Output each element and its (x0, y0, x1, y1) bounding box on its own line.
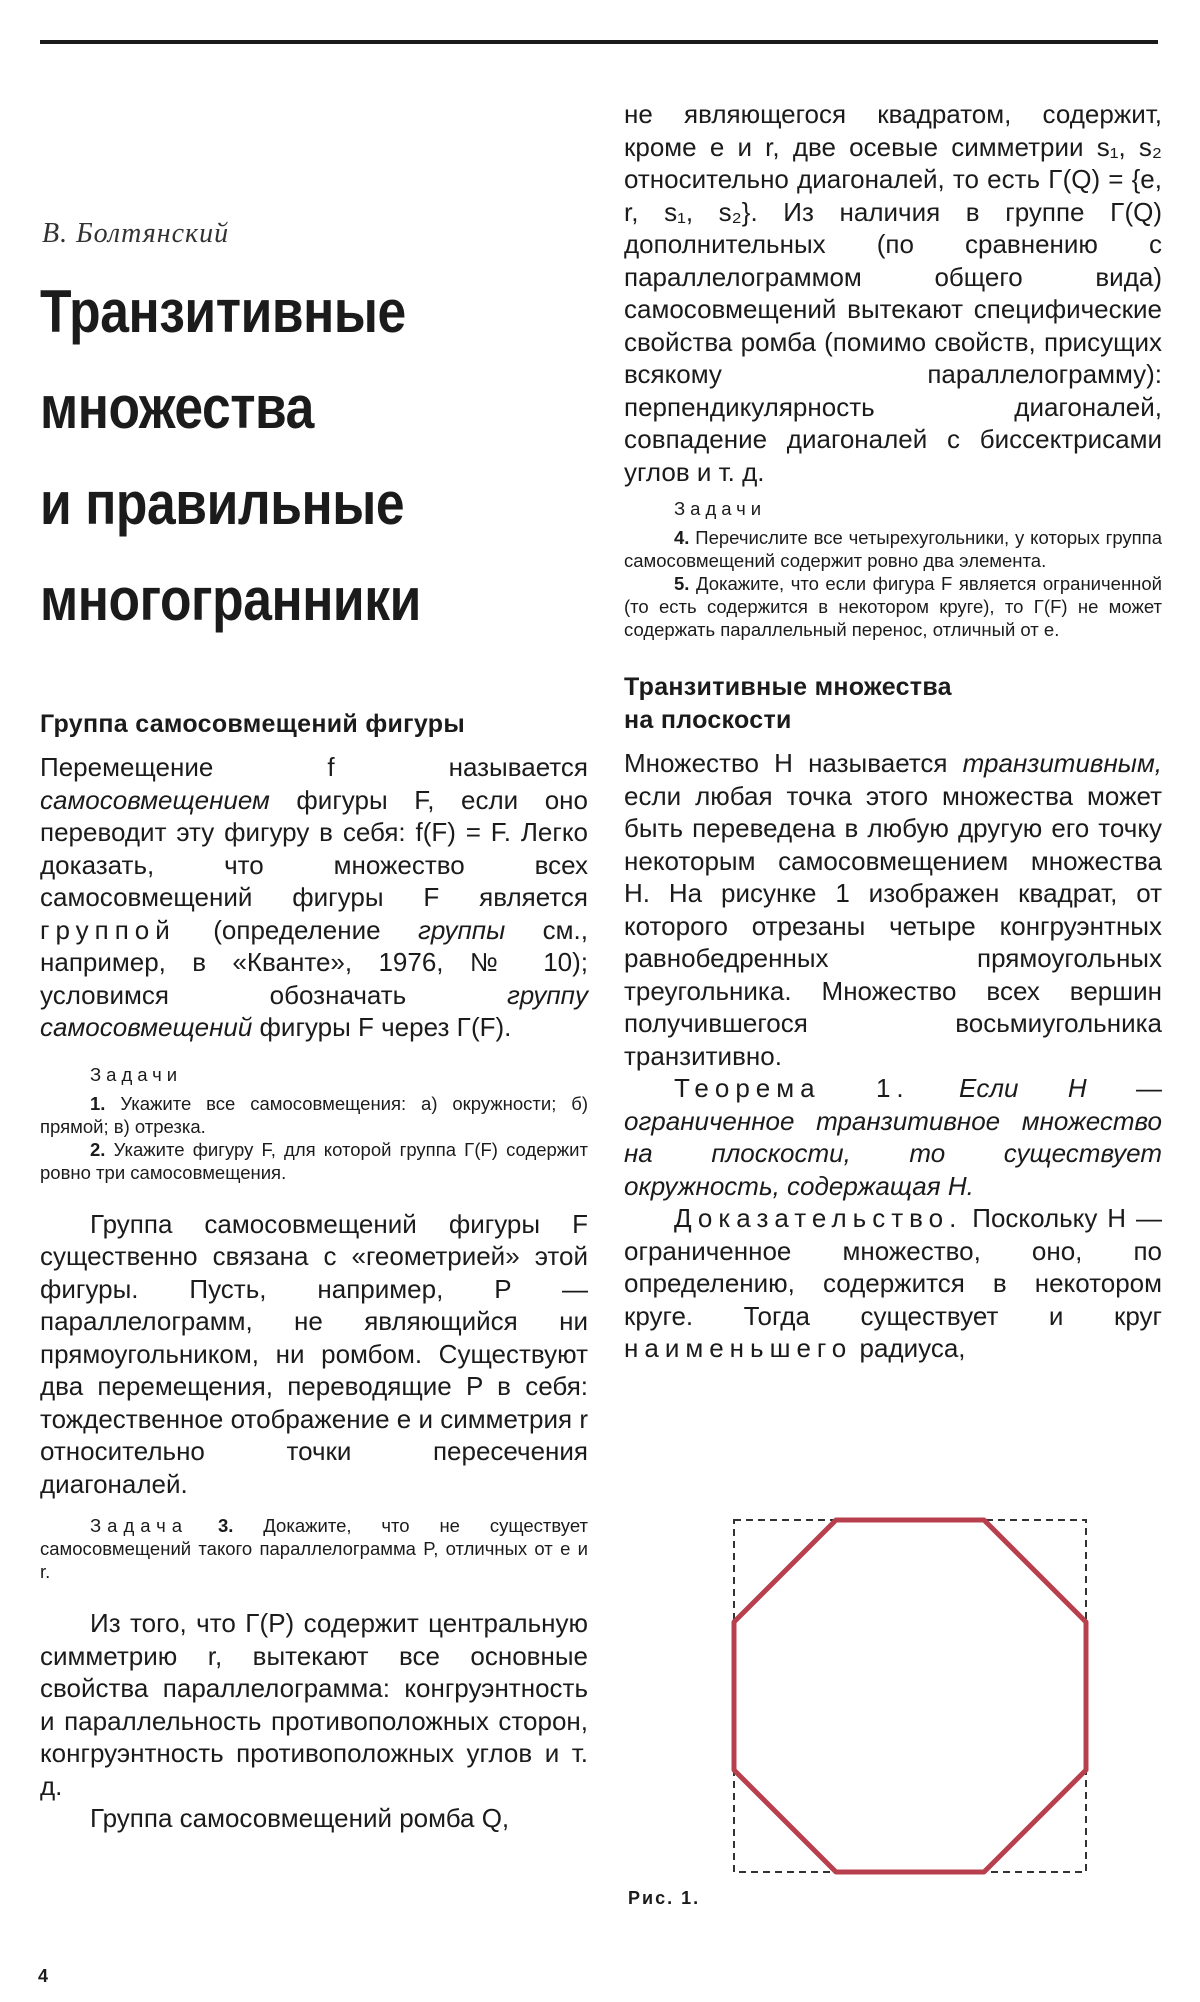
proof: Доказательство. Поскольку H — ограниченное множество, оно, по определению, содержится в некотором круге. Тогда существует и круг наименьшего радиуса, (624, 1203, 1162, 1363)
task-3: Задача 3. Докажите, что не существует самосовмещений такого параллелограмма P, отличных от e и r. (40, 1515, 588, 1582)
tasks-label: Задачи (90, 1063, 183, 1085)
task-4: 4. Перечислите все четырехугольники, у которых группа самосовмещений содержит ровно два элемента. (624, 527, 1162, 571)
top-rule (40, 40, 1158, 44)
octagon (734, 1520, 1086, 1872)
paragraph-rhombus-continued: не являющегося квадратом, содержит, кроме e и r, две осевые симметрии s₁, s₂ относительно диагоналей, то есть Γ(Q) = {e, r, s₁, s₂}. Из наличия в группе Γ(Q) дополнительных (по сравнению с параллелограммом общего вида) самосовмещений вытекают специфические свойства ромба (помимо свойств, присущих всякому параллелограмму): перпендикулярность диагоналей, совпадение диагоналей с биссектрисами углов и т. д. (624, 99, 1162, 487)
paragraph-central-symmetry: Из того, что Γ(P) содержит центральную симметрию r, вытекают все основные свойства параллелограмма: конгруэнтность и параллельность противоположных сторон, конгруэнтность противоположных углов и т. д. (40, 1608, 588, 1801)
section-heading-transitive: Транзитивные множества на плоскости (624, 673, 952, 734)
paragraph-rhombus-start: Группа самосовмещений ромба Q, (90, 1803, 510, 1833)
paragraph-parallelogram: Группа самосовмещений фигуры F существенно связана с «геометрией» этой фигуры. Пусть, например, P — параллелограмм, не являющийся ни прямоугольником, ни ромбом. Существуют два перемещения, переводящие P в себя: тождественное отображение e и симметрия r относительно точки пересечения диагоналей. (40, 1208, 588, 1499)
paragraph-transitive-definition: Множество H называется транзитивным, если любая точка этого множества может быть переведена в любую другую его точку некоторым самосовмещением множества H. На рисунке 1 изображен квадрат, от которого отрезаны четыре конгруэнтных равнобедренных прямоугольных треугольника. Множество всех вершин получившегося восьмиугольника транзитивно. (624, 748, 1162, 1071)
author-name: В. Болтянский (42, 218, 230, 249)
left-column (40, 200, 588, 1835)
theorem-1: Теорема 1. Если H — ограниченное транзитивное множество на плоскости, то существует окружность, содержащая H. (624, 1073, 1162, 1201)
dashed-square (734, 1520, 1086, 1872)
page-number: 4 (38, 1966, 49, 1986)
task-5: 5. Докажите, что если фигура F является ограниченной (то есть содержится в некотором круге), то Γ(F) не может содержать параллельный перенос, отличный от e. (624, 573, 1162, 640)
right-column (624, 98, 1162, 1365)
paragraph-definition: Перемещение f называется самосовмещением фигуры F, если оно переводит эту фигуру в себя: f(F) = F. Легко доказать, что множество всех самосовмещений фигуры F является группой (определение группы см., например, в «Кванте», 1976, № 10); условимся обозначать группу самосовмещений фигуры F через Γ(F). (40, 752, 588, 1042)
task-2: 2. Укажите фигуру F, для которой группа Γ(F) содержит ровно три самосовмещения. (40, 1138, 588, 1183)
tasks-label-2: Задачи (674, 498, 767, 519)
octagon-figure (620, 1506, 1100, 1926)
section-heading-group: Группа самосовмещений фигуры (40, 710, 465, 738)
title-line: Транзитивные (40, 278, 406, 345)
title-line: множества (40, 374, 314, 441)
title-line: многогранники (40, 566, 421, 633)
article-title (40, 264, 511, 648)
task-1: 1. Укажите все самосовмещения: а) окружности; б) прямой; в) отрезка. (40, 1092, 588, 1137)
title-line: и правильные (40, 470, 405, 537)
figure-caption: Рис. 1. (628, 1888, 701, 1908)
